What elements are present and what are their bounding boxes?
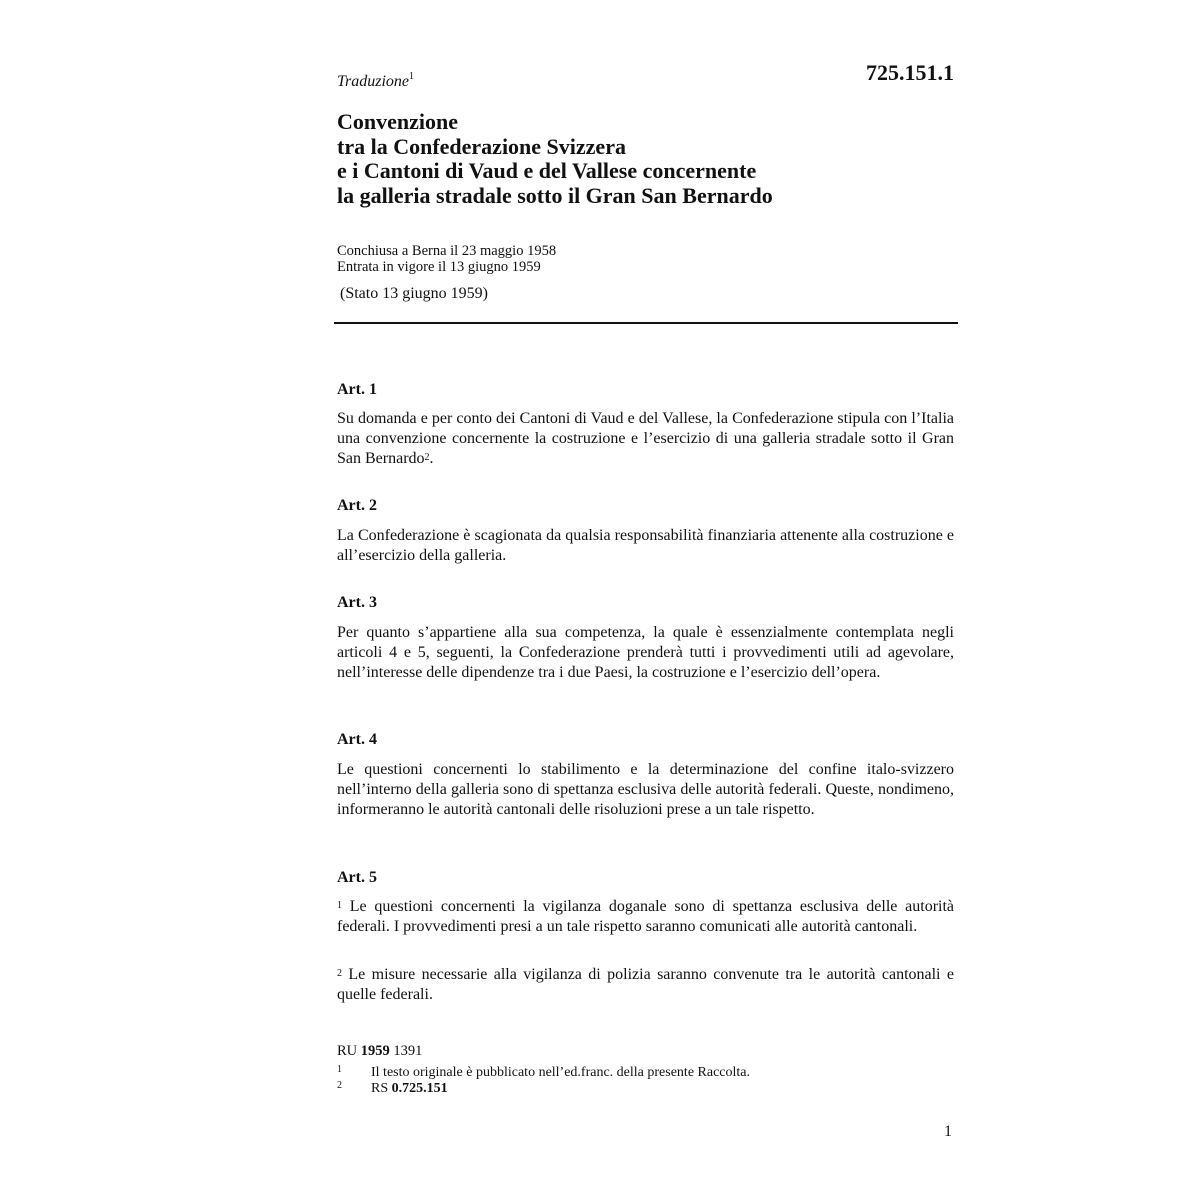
in-force-date: Entrata in vigore il 13 giugno 1959 [337, 259, 541, 275]
footnote-text: Il testo originale è pubblicato nell’ed.franc. della presente Raccolta. [371, 1065, 751, 1080]
paragraph-number: 2 [337, 968, 342, 979]
article-1-text [337, 409, 954, 469]
ru-prefix: RU [337, 1043, 358, 1059]
systematic-number: 725.151.1 [866, 60, 954, 85]
footnote-prefix: RS [371, 1081, 389, 1096]
article-5-paragraph-1 [337, 897, 954, 937]
page-number: 1 [944, 1123, 952, 1140]
document-title [337, 110, 773, 208]
paragraph-text: Le misure necessarie alla vigilanza di polizia saranno convenute tra le autorità cantonali e quelle federali. [337, 966, 954, 1003]
article-5-heading: Art. 5 [337, 869, 377, 886]
document-dates [337, 243, 556, 275]
footnote-number: 2 [337, 1080, 342, 1091]
footnote-ref-2[interactable]: 2 [424, 452, 430, 463]
article-1-end: . [429, 450, 434, 467]
article-4-heading: Art. 4 [337, 731, 377, 748]
article-3-heading: Art. 3 [337, 594, 377, 611]
article-1-body: Su domanda e per conto dei Cantoni di Vaud e del Vallese, la Confederazione stipula con l’Italia una convenzione concernente la costruzione e l’esercizio di una galleria stradale sotto il Gran San Bernardo [337, 410, 954, 467]
concluded-date: Conchiusa a Berna il 23 maggio 1958 [337, 243, 557, 259]
document-label [337, 73, 414, 91]
article-2-text: La Confederazione è scagionata da qualsia responsabilità finanziaria attenente alla costruzione e all’esercizio della galleria. [337, 527, 954, 564]
ru-page: 1391 [393, 1043, 423, 1059]
document-label-text: Traduzione [337, 73, 410, 90]
article-3-text: Per quanto s’appartiene alla sua competenza, la quale è essenzialmente contemplata negli articoli 4 e 5, seguenti, la Confederazione prenderà tutti i provvedimenti utili ad agevolare, nell’interesse delle dipendenze tra i due Paesi, la costruzione e l’esercizio dell’opera. [337, 624, 954, 681]
official-collection-reference [337, 1043, 422, 1060]
header-divider [334, 322, 958, 324]
title-line: e i Cantoni di Vaud e del Vallese concernente [337, 158, 757, 183]
paragraph-number: 1 [337, 900, 342, 911]
article-4-text: Le questioni concernenti lo stabilimento e la determinazione del confine italo-svizzero nell’interno della galleria sono di spettanza esclusiva delle autorità federali. Queste, nondimeno, informeranno le autorità cantonali delle risoluzioni prese a un tale rispetto. [337, 761, 954, 818]
footnote-number: 1 [337, 1064, 342, 1075]
footnote-text [371, 1081, 448, 1097]
article-2-heading: Art. 2 [337, 497, 377, 514]
article-5-paragraph-2 [337, 965, 954, 1005]
title-line: Convenzione [337, 109, 458, 134]
status-date: (Stato 13 giugno 1959) [340, 285, 488, 302]
article-1-heading: Art. 1 [337, 381, 377, 398]
footnote-ref-1[interactable]: 1 [409, 71, 415, 82]
title-line: la galleria stradale sotto il Gran San Bernardo [337, 182, 773, 208]
footnote-link[interactable]: 0.725.151 [391, 1081, 448, 1096]
ru-year: 1959 [360, 1043, 390, 1059]
paragraph-text: Le questioni concernenti la vigilanza doganale sono di spettanza esclusiva delle autorità federali. I provvedimenti presi a un tale rispetto saranno comunicati alle autorità cantonali. [337, 898, 955, 935]
title-line: tra la Confederazione Svizzera [337, 133, 626, 159]
